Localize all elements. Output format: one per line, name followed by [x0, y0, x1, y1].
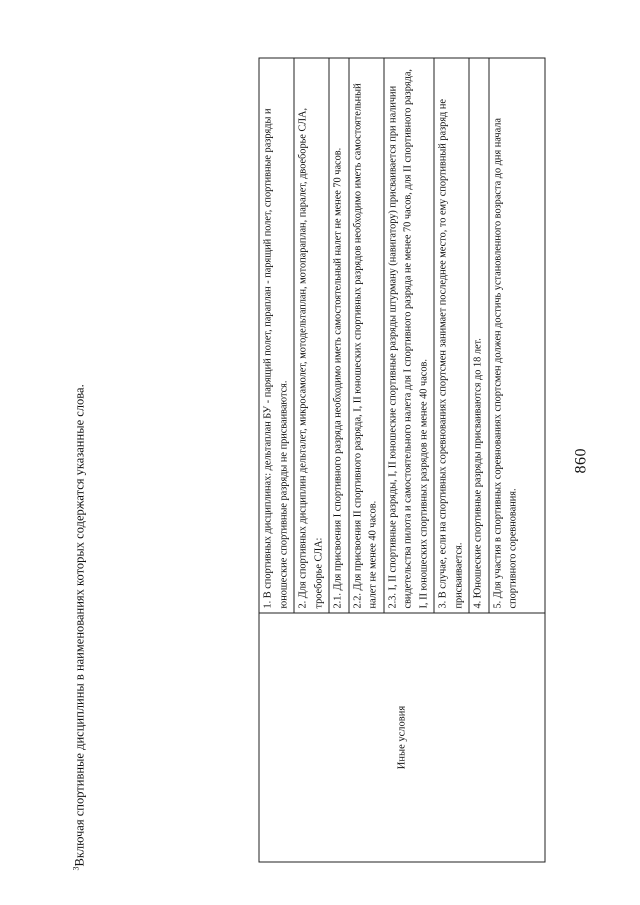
condition-item: 1. В спортивных дисциплинах: дельтаплан БУ - парящий полет, параплан - парящий полет, спортивные разряды и юношеские спортивные разряды не присваиваются.: [259, 58, 294, 612]
condition-item: 2. Для спортивных дисциплин дельталет, микросамолет, мотодельтаплан, мотопараплан, паралет, двоеборье СЛА, троеборье СЛА:: [294, 58, 329, 612]
page-number: 860: [572, 447, 589, 473]
condition-item: 2.1. Для присвоения I спортивного разряда необходимо иметь самостоятельный налет не менее 70 часов.: [329, 58, 349, 612]
footnote-text: Включая спортивные дисциплины в наименованиях которых содержатся указанные слова.: [72, 383, 87, 866]
footnote: [71, 384, 87, 870]
footnote-marker: 3: [71, 866, 80, 870]
condition-item: 3. В случае, если на спортивных соревнованиях спортсмен занимает последнее место, то ему спортивный разряд не присваивается.: [434, 58, 469, 612]
condition-item: 5. Для участия в спортивных соревнованиях спортсмен должен достичь установленного возраста до дня начала спортивного соревнования.: [491, 117, 518, 608]
conditions-cell: [259, 58, 545, 613]
row-label-cell: Иные условия: [259, 613, 545, 862]
condition-item: 2.2. Для присвоения II спортивного разряда, I, II юношеских спортивных разрядов необходимо иметь самостоятельный налет не менее 40 часов.: [349, 58, 384, 612]
table-row: [259, 58, 545, 862]
condition-item: 2.3. I, II спортивные разряды, I, II юношеские спортивные разряды штурману (навигатору) присваивается при наличии свидетельства пилота и самостоятельного налета для I спортивного разряда не менее 70 часов, для II спортивного разряда, I, II юношеских спортивных разрядов не менее 40 часов.: [384, 58, 435, 612]
condition-item: 4. Юношеские спортивные разряды присваиваются до 18 лет.: [469, 58, 489, 612]
conditions-table: [258, 57, 545, 862]
